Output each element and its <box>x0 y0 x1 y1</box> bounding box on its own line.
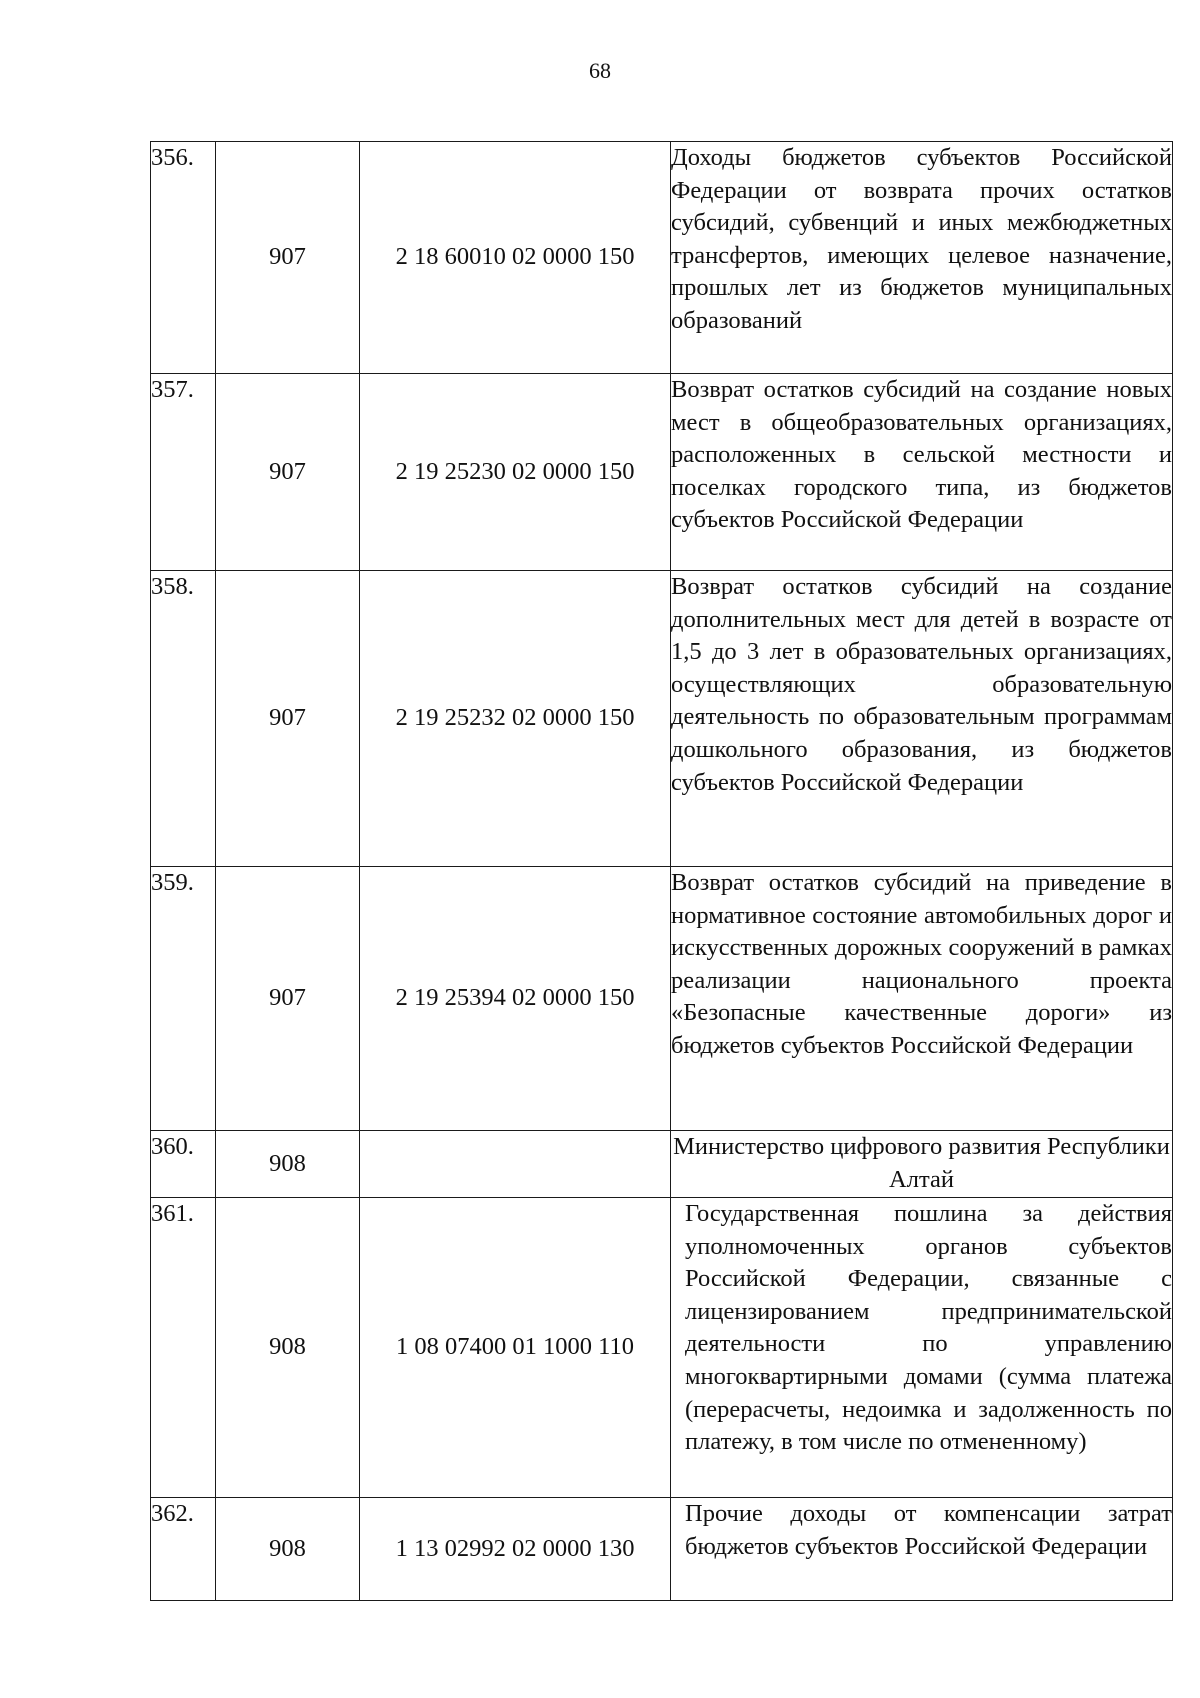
page-number: 68 <box>589 58 611 83</box>
revenue-description: Возврат остатков субсидий на создание новых мест в общеобразовательных организациях, расположенных в сельской местности и поселках городского типа, из бюджетов субъектов Российской Федерации <box>671 374 1173 571</box>
administrator-code: 907 <box>216 867 360 1131</box>
revenue-description: Прочие доходы от компенсации затрат бюджетов субъектов Российской Федерации <box>671 1498 1173 1601</box>
row-number: 362. <box>151 1498 216 1601</box>
administrator-code: 907 <box>216 571 360 867</box>
table-row <box>151 1131 1173 1198</box>
budget-classification-code <box>360 1131 671 1198</box>
budget-classification-code: 1 13 02992 02 0000 130 <box>360 1498 671 1601</box>
budget-classification-code: 2 19 25230 02 0000 150 <box>360 374 671 571</box>
ministry-heading: Министерство цифрового развития Республики Алтай <box>671 1131 1173 1198</box>
budget-classification-code: 1 08 07400 01 1000 110 <box>360 1198 671 1498</box>
revenue-codes-table <box>150 141 1173 1601</box>
table-row <box>151 1498 1173 1601</box>
revenue-description: Доходы бюджетов субъектов Российской Федерации от возврата прочих остатков субсидий, субвенций и иных межбюджетных трансфертов, имеющих целевое назначение, прошлых лет из бюджетов муниципальных образований <box>671 142 1173 374</box>
revenue-description: Возврат остатков субсидий на приведение в нормативное состояние автомобильных дорог и искусственных дорожных сооружений в рамках реализации национального проекта «Безопасные качественные дороги» из бюджетов субъектов Российской Федерации <box>671 867 1173 1131</box>
row-number: 357. <box>151 374 216 571</box>
row-number: 356. <box>151 142 216 374</box>
row-number: 361. <box>151 1198 216 1498</box>
revenue-description: Государственная пошлина за действия уполномоченных органов субъектов Российской Федерации, связанные с лицензированием предпринимательской деятельности по управлению многоквартирными домами (сумма платежа (перерасчеты, недоимка и задолженность по платежу, в том числе по отмененному) <box>671 1198 1173 1498</box>
administrator-code: 907 <box>216 142 360 374</box>
table-row <box>151 571 1173 867</box>
budget-classification-code: 2 19 25232 02 0000 150 <box>360 571 671 867</box>
table-row <box>151 867 1173 1131</box>
administrator-code: 908 <box>216 1131 360 1198</box>
administrator-code: 908 <box>216 1198 360 1498</box>
row-number: 358. <box>151 571 216 867</box>
revenue-description: Возврат остатков субсидий на создание дополнительных мест для детей в возрасте от 1,5 до 3 лет в образовательных организациях, осуществляющих образовательную деятельность по образовательным программам дошкольного образования, из бюджетов субъектов Российской Федерации <box>671 571 1173 867</box>
budget-classification-code: 2 19 25394 02 0000 150 <box>360 867 671 1131</box>
administrator-code: 907 <box>216 374 360 571</box>
administrator-code: 908 <box>216 1498 360 1601</box>
table-row <box>151 374 1173 571</box>
row-number: 360. <box>151 1131 216 1198</box>
table-row <box>151 1198 1173 1498</box>
table-row <box>151 142 1173 374</box>
budget-classification-code: 2 18 60010 02 0000 150 <box>360 142 671 374</box>
row-number: 359. <box>151 867 216 1131</box>
